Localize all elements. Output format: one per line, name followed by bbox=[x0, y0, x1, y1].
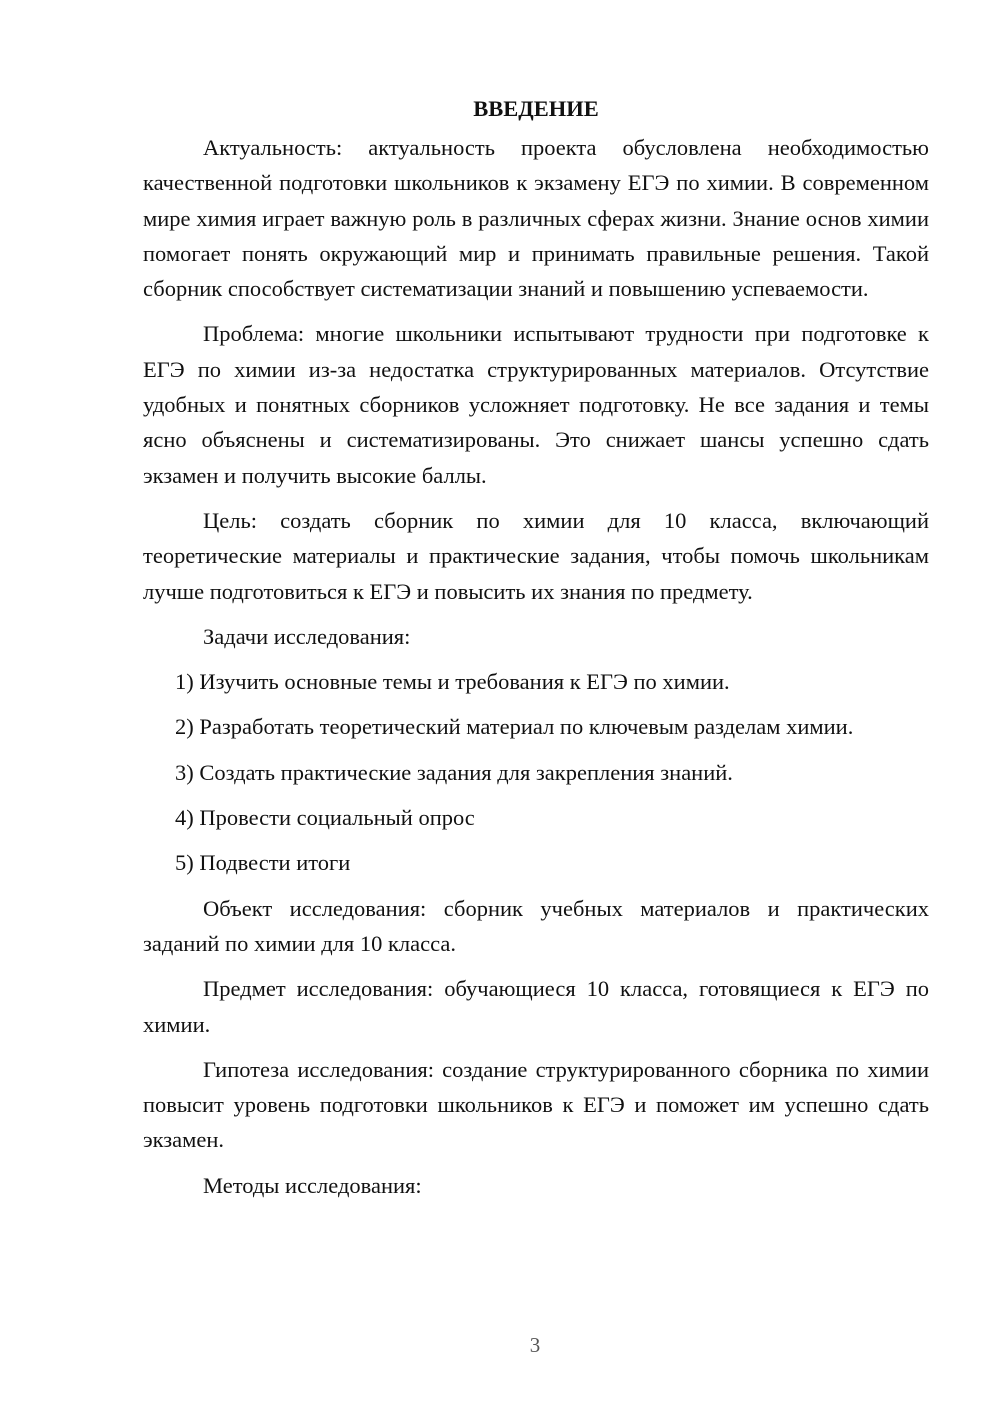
task-item-4: 4) Провести социальный опрос bbox=[175, 805, 475, 831]
tasks-heading: Задачи исследования: bbox=[203, 623, 411, 649]
problem-paragraph: Проблема: многие школьники испытывают трудности при подготовке к ЕГЭ по химии из-за недостатка структурированных материалов. Отсутствие удобных и понятных сборников усложняет подготовку. Не все задания и темы ясно объяснены и систематизированы. Это снижает шансы успешно сдать экзамен и получить высокие баллы. bbox=[143, 321, 929, 488]
subject-paragraph: Предмет исследования: обучающиеся 10 класса, готовящиеся к ЕГЭ по химии. bbox=[143, 976, 929, 1037]
methods-heading: Методы исследования: bbox=[203, 1172, 422, 1198]
relevance-paragraph: Актуальность: актуальность проекта обусловлена необходимостью качественной подготовки школьников к экзамену ЕГЭ по химии. В современном мире химия играет важную роль в различных сферах жизни. Знание основ химии помогает понять окружающий мир и принимать правильные решения. Такой сборник способствует систематизации знаний и повышению успеваемости. bbox=[143, 135, 929, 302]
page-number: 3 bbox=[529, 1333, 541, 1357]
task-item-2: 2) Разработать теоретический материал по ключевым разделам химии. bbox=[175, 714, 854, 740]
task-item-3: 3) Создать практические задания для закрепления знаний. bbox=[175, 759, 733, 785]
task-item-1: 1) Изучить основные темы и требования к ЕГЭ по химии. bbox=[175, 669, 730, 695]
hypothesis-paragraph: Гипотеза исследования: создание структурированного сборника по химии повысит уровень подготовки школьников к ЕГЭ и поможет им успешно сдать экзамен. bbox=[143, 1056, 929, 1153]
goal-paragraph: Цель: создать сборник по химии для 10 класса, включающий теоретические материалы и практические задания, чтобы помочь школьникам лучше подготовиться к ЕГЭ и повысить их знания по предмету. bbox=[143, 507, 929, 604]
page-content bbox=[143, 92, 929, 1213]
object-paragraph: Объект исследования: сборник учебных материалов и практических заданий по химии для 10 класса. bbox=[143, 895, 929, 956]
section-title: ВВЕДЕНИЕ bbox=[473, 96, 599, 121]
task-item-5: 5) Подвести итоги bbox=[175, 850, 351, 876]
